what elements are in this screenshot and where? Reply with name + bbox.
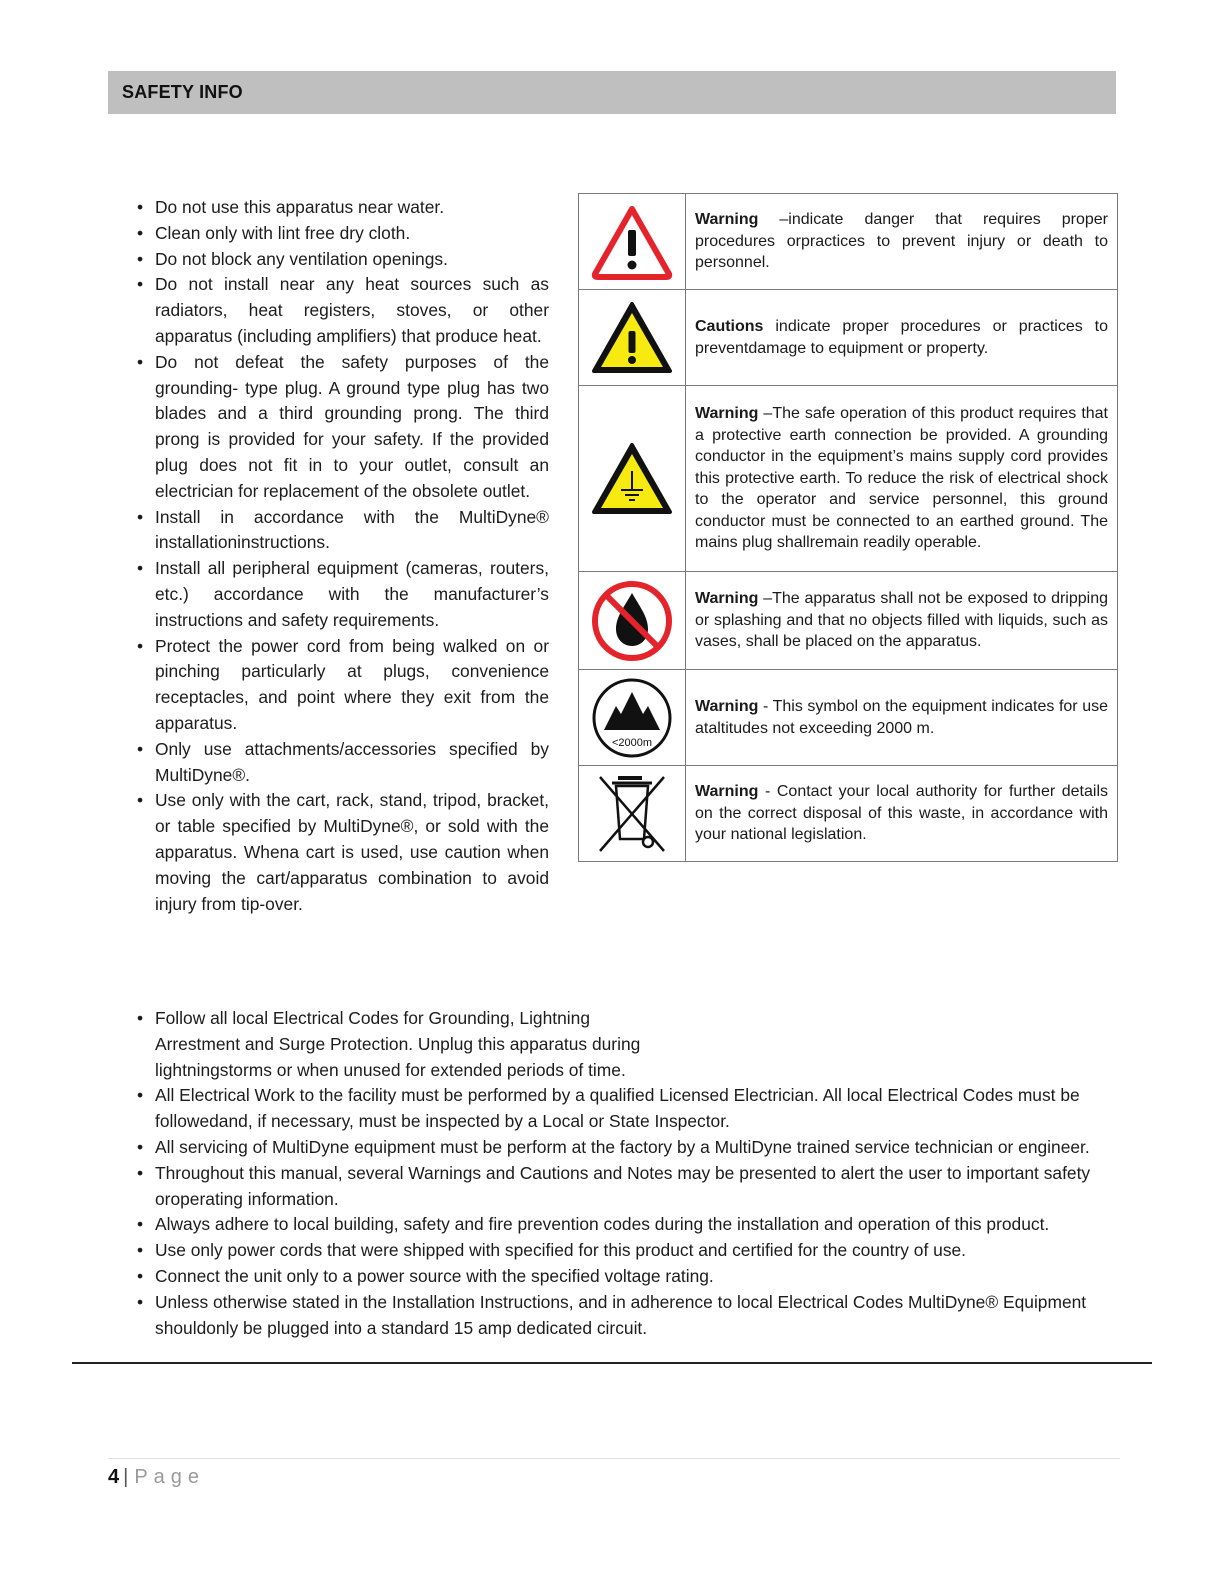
- symbol-lead: Warning: [695, 211, 759, 229]
- page-separator: |: [123, 1466, 129, 1488]
- symbol-row: [579, 766, 1118, 862]
- section-title: SAFETY INFO: [122, 82, 243, 102]
- earth-ground-triangle-icon: [579, 441, 685, 517]
- list-item: • Connect the unit only to a power source with the specified voltage rating.: [137, 1264, 1117, 1290]
- symbol-row: [579, 290, 1118, 386]
- list-item: • Throughout this manual, several Warnings and Cautions and Notes may be presented to alert the user to important safety oroperating information.: [137, 1161, 1117, 1213]
- list-item: • Do not block any ventilation openings.: [137, 247, 549, 273]
- list-item: • Clean only with lint free dry cloth.: [137, 221, 549, 247]
- list-item: • Install in accordance with the MultiDyne® installationinstructions.: [137, 505, 549, 557]
- symbol-text: –The apparatus shall not be exposed to dripping or splashing and that no objects filled with liquids, such as vases, shall be placed on the apparatus.: [695, 590, 1108, 651]
- symbol-lead: Warning: [695, 783, 759, 801]
- symbol-text: –indicate danger that requires proper procedures orpractices to prevent injury or death to personnel.: [695, 211, 1108, 272]
- list-item: • Always adhere to local building, safety and fire prevention codes during the installation and operation of this product.: [137, 1212, 1117, 1238]
- list-item: • Do not use this apparatus near water.: [137, 195, 549, 221]
- safety-bullet-list-full: [137, 1006, 1117, 1341]
- safety-bullet-list-left: [137, 195, 549, 917]
- symbol-text: indicate proper procedures or practices to preventdamage to equipment or property.: [695, 318, 1108, 357]
- page-label: Page: [134, 1466, 206, 1488]
- red-warning-triangle-icon: [579, 204, 685, 280]
- yellow-caution-triangle-icon: [579, 300, 685, 376]
- symbol-lead: Warning: [695, 590, 759, 608]
- list-item: • Only use attachments/accessories specified by MultiDyne®.: [137, 737, 549, 789]
- symbol-lead: Warning: [695, 698, 759, 715]
- list-item: • Do not install near any heat sources such as radiators, heat registers, stoves, or other apparatus (including amplifiers) that produce heat.: [137, 272, 549, 349]
- list-item: • Install all peripheral equipment (cameras, routers, etc.) accordance with the manufacturer’s instructions and safety requirements.: [137, 556, 549, 633]
- symbol-row: [579, 572, 1118, 670]
- list-item: • Unless otherwise stated in the Installation Instructions, and in adherence to local Electrical Codes MultiDyne® Equipment shouldonly be plugged into a standard 15 amp dedicated circuit.: [137, 1290, 1117, 1342]
- list-item: • Follow all local Electrical Codes for Grounding, Lightning Arrestment and Surge Protection. Unplug this apparatus during lightningstorms or when unused for extended periods of time.: [137, 1006, 1117, 1083]
- symbol-text: –The safe operation of this product requires that a protective earth connection be provided. A grounding conductor in the equipment’s mains supply cord provides this protective earth. To reduce the risk of electrical shock to the operator and service personnel, this ground conductor must be connected to an earthed ground. The mains plug shallremain readily operable.: [695, 405, 1108, 552]
- symbol-row: [579, 194, 1118, 290]
- section-header-bar: [108, 71, 1116, 114]
- symbol-text: - Contact your local authority for further details on the correct disposal of this waste, in accordance with your national legislation.: [695, 783, 1108, 844]
- list-item: • All servicing of MultiDyne equipment must be perform at the factory by a MultiDyne trained service technician or engineer.: [137, 1135, 1117, 1161]
- symbol-text: - This symbol on the equipment indicates for use ataltitudes not exceeding 2000 m.: [695, 698, 1108, 737]
- footer-divider: [108, 1458, 1120, 1459]
- list-item: • Use only with the cart, rack, stand, tripod, bracket, or table specified by MultiDyne®, or sold with the apparatus. Whena cart is used, use caution when moving the cart/apparatus combination to avoid injury from tip-over.: [137, 788, 549, 917]
- crossed-bin-icon: [579, 771, 685, 857]
- symbol-row: [579, 670, 1118, 766]
- page-number: 4: [108, 1466, 120, 1488]
- symbol-lead: Warning: [695, 405, 759, 423]
- list-item: • Do not defeat the safety purposes of the grounding- type plug. A ground type plug has two blades and a third grounding prong. The third prong is provided for your safety. If the provided plug does not fit in to your outlet, consult an electrician for replacement of the obsolete outlet.: [137, 350, 549, 505]
- list-item: • Protect the power cord from being walked on or pinching particularly at plugs, convenience receptacles, and point where they exit from the apparatus.: [137, 634, 549, 737]
- page-footer: [108, 1466, 205, 1489]
- symbol-lead: Cautions: [695, 318, 764, 335]
- symbol-row: [579, 386, 1118, 572]
- section-divider: [72, 1362, 1152, 1364]
- safety-symbols-table: [578, 193, 1118, 862]
- altitude-icon: [579, 676, 685, 760]
- altitude-label: <2000m: [611, 736, 653, 749]
- list-item: • Use only power cords that were shipped with specified for this product and certified for the country of use.: [137, 1238, 1117, 1264]
- no-liquids-icon: [579, 579, 685, 663]
- list-item: • All Electrical Work to the facility must be performed by a qualified Licensed Electrician. All local Electrical Codes must be followedand, if necessary, must be inspected by a Local or State Inspector.: [137, 1083, 1117, 1135]
